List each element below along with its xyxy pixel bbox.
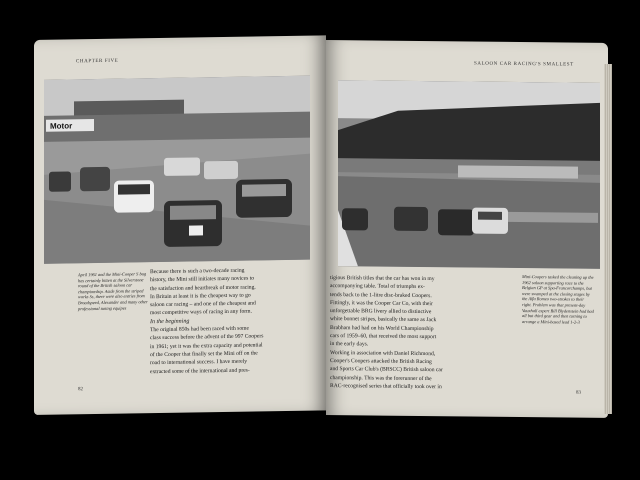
left-photo-caption: April 1961 and the Mini-Cooper S bug has certainly bitten at the Silverstone round of the British saloon car championship. Aside from the striped works Ss, there were also entries from Broadspeed, Alexander and many other professional tuning equipes bbox=[78, 271, 148, 311]
body-line: most competitive ways of racing in any form. bbox=[150, 309, 252, 317]
race-photo-spa bbox=[338, 80, 600, 269]
right-photo-caption: Mini-Coopers tasked the cleaning up the 1962 saloon supporting race to the Belgian GP at Spa-Francorchamps, but were swamped at the closing stages by the Alfa Romeo two-strokes to their right. Problem was that present-day Vauxhall expert Bill Blydenstein had had all but third gear and then turning to arrange a Mini-based lead 1-2-3 bbox=[522, 274, 594, 325]
body-line: In Britain at least it is the cheapest way to go bbox=[150, 292, 251, 301]
left-page bbox=[34, 35, 326, 415]
body-line: tends back to the 1-litre disc-braked Coopers. bbox=[330, 291, 432, 299]
body-line: saloon car racing – and one of the cheapest and bbox=[150, 300, 256, 309]
body-line: of the Cooper that finally set the Mini off on the bbox=[150, 350, 258, 359]
body-line: class success before the advent of the 997 Coopers bbox=[150, 333, 264, 342]
body-line: extracted some of the international and pres- bbox=[150, 367, 250, 375]
body-line: history, the Mini still initiates many novices to bbox=[150, 275, 255, 284]
body-line: RAC-recognised series that officially took over in bbox=[330, 382, 442, 391]
section-subhead: In the beginning bbox=[150, 318, 190, 325]
race-photo-graphic bbox=[44, 76, 310, 264]
right-running-head: SALOON CAR RACING'S SMALLEST bbox=[474, 61, 574, 68]
body-line: in 1961; yet it was the extra capacity and potential bbox=[150, 342, 263, 350]
body-line: cars of 1959–60, that received the most support bbox=[330, 333, 437, 341]
body-line: white bonnet stripes, basically the same as Jack bbox=[330, 316, 437, 324]
photo-sign-text: Motor bbox=[50, 121, 73, 131]
body-line: road to international success. I have merely bbox=[150, 358, 248, 367]
left-page-number: 82 bbox=[78, 387, 83, 393]
left-running-head: CHAPTER FIVE bbox=[76, 58, 119, 65]
body-line: championship. This was the forerunner of the bbox=[330, 374, 432, 382]
right-page bbox=[326, 40, 608, 418]
page-edges bbox=[604, 64, 612, 414]
body-line: accompanying table. Total of triumphs ex- bbox=[330, 283, 425, 291]
body-line: the satisfaction and heartbreak of motor racing. bbox=[150, 284, 256, 292]
left-body-text bbox=[150, 266, 312, 376]
body-line: in the early days. bbox=[330, 341, 369, 348]
race-photo-silverstone bbox=[44, 76, 310, 264]
body-line: Because there is such a two-decade racing bbox=[150, 267, 245, 276]
race-photo-graphic bbox=[338, 80, 600, 269]
body-line: unforgettable BRG livery allied to distinctive bbox=[330, 308, 432, 316]
body-line: Working in association with Daniel Richmond, bbox=[330, 349, 436, 357]
body-line: Fittingly, it was the Cooper Car Co, with their bbox=[330, 299, 433, 308]
open-book bbox=[34, 40, 614, 420]
right-body-text bbox=[330, 274, 516, 392]
body-line: tigious British titles that the car has won in my bbox=[330, 275, 435, 283]
body-line: The original 850s had been raced with some bbox=[150, 325, 249, 334]
body-line: Cooper's Coopers attacked the British Racing bbox=[330, 358, 432, 366]
body-line: Brabham had had on his World Championship bbox=[330, 324, 434, 332]
body-line: and Sports Car Club's (BRSCC) British saloon car bbox=[330, 366, 443, 374]
right-page-number: 83 bbox=[576, 390, 581, 396]
